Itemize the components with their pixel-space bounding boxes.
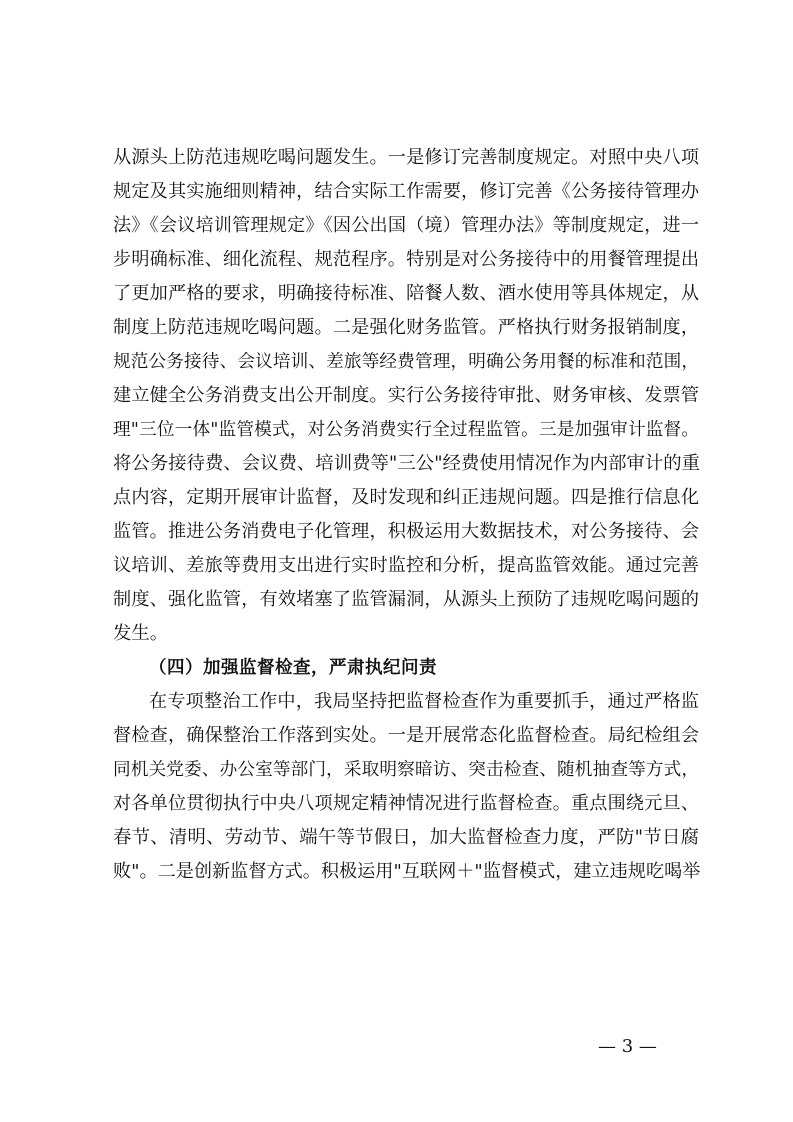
paragraph-line: 从源头上防范违规吃喝问题发生。一是修订完善制度规定。对照中央八项: [113, 147, 699, 168]
paragraph-line: 议培训、差旅等费用支出进行实时监控和分析，提高监管效能。通过完善: [113, 555, 699, 576]
paragraph-line: 理"三位一体"监管模式，对公务消费实行全过程监管。三是加强审计监督。: [113, 420, 699, 440]
paragraph-line: 法》《会议培训管理规定》《因公出国（境）管理办法》等制度规定，进一: [113, 215, 699, 236]
paragraph-line: 了更加严格的要求，明确接待标准、陪餐人数、酒水使用等具体规定，从: [113, 283, 699, 304]
paragraph-line: 败"。二是创新监督方式。积极运用"互联网＋"监督模式，建立违规吃喝举: [113, 861, 701, 882]
paragraph-1: [113, 141, 699, 651]
section-heading: （四）加强监督检查，严肃执纪问责: [149, 658, 437, 678]
body-text: [113, 141, 699, 889]
paragraph-line: 督检查，确保整治工作落到实处。一是开展常态化监督检查。局纪检组会: [113, 725, 699, 746]
paragraph-line: 在专项整治工作中，我局坚持把监督检查作为重要抓手，通过严格监: [149, 691, 699, 712]
paragraph-line: 制度、强化监管，有效堵塞了监管漏洞，从源头上预防了违规吃喝问题的: [113, 589, 699, 610]
paragraph-line: 制度上防范违规吃喝问题。二是强化财务监管。严格执行财务报销制度，: [113, 317, 699, 338]
paragraph-line: 发生。: [113, 623, 169, 644]
paragraph-line: 春节、清明、劳动节、端午等节假日，加大监督检查力度，严防"节日腐: [113, 827, 699, 848]
paragraph-line: 点内容，定期开展审计监督，及时发现和纠正违规问题。四是推行信息化: [113, 487, 699, 508]
paragraph-line: 建立健全公务消费支出公开制度。实行公务接待审批、财务审核、发票管: [113, 385, 699, 406]
paragraph-line: 同机关党委、办公室等部门，采取明察暗访、突击检查、随机抽查等方式，: [113, 760, 699, 780]
paragraph-line: 规定及其实施细则精神，结合实际工作需要，修订完善《公务接待管理办: [113, 181, 699, 202]
paragraph-line: 步明确标准、细化流程、规范程序。特别是对公务接待中的用餐管理提出: [113, 249, 699, 270]
paragraph-2: [113, 685, 699, 889]
paragraph-line: 规范公务接待、会议培训、差旅等经费管理，明确公务用餐的标准和范围，: [113, 352, 699, 372]
paragraph-line: 对各单位贯彻执行中央八项规定精神情况进行监督检查。重点围绕元旦、: [113, 793, 699, 814]
page-number: — 3 —: [598, 1036, 657, 1057]
paragraph-line: 监管。推进公务消费电子化管理，积极运用大数据技术，对公务接待、会: [113, 521, 699, 542]
paragraph-line: 将公务接待费、会议费、培训费等"三公"经费使用情况作为内部审计的重: [113, 453, 701, 474]
